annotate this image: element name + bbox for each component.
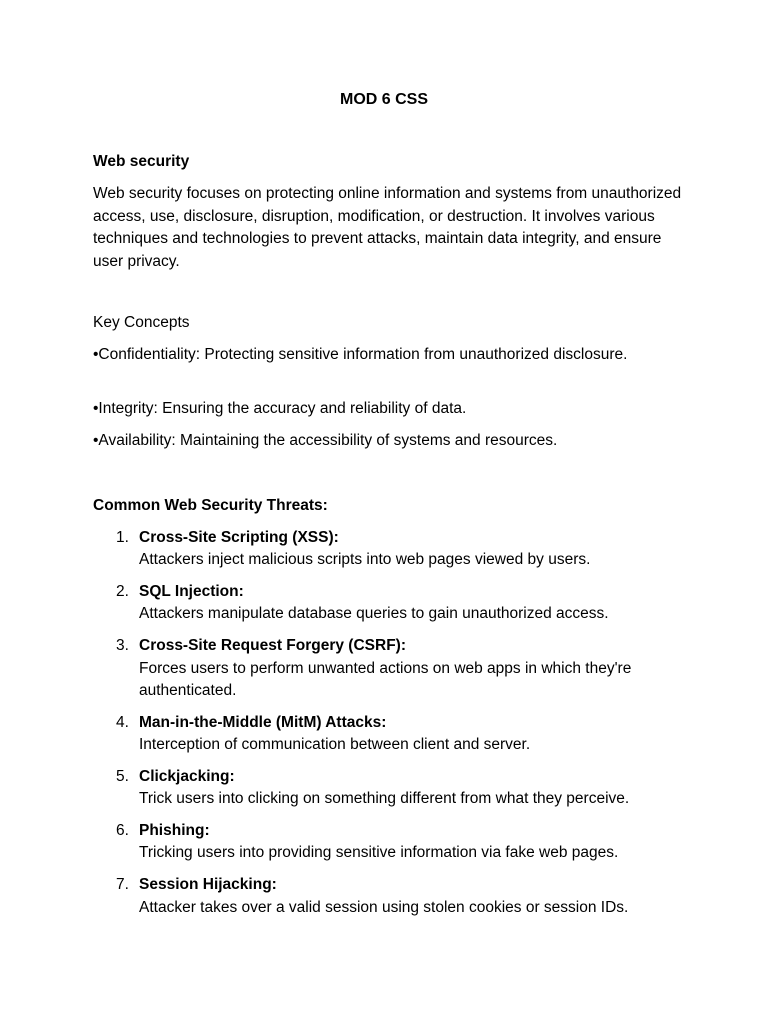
threat-number: 3. — [116, 637, 129, 655]
threat-number: 6. — [116, 822, 129, 840]
key-concepts-heading: Key Concepts — [93, 314, 190, 331]
threat-number: 4. — [116, 713, 129, 731]
threat-item-csrf — [93, 635, 693, 702]
threats-list — [93, 527, 693, 929]
threat-name: Clickjacking: — [139, 768, 235, 786]
threat-number: 2. — [116, 583, 129, 601]
web-security-paragraph: Web security focuses on protecting online information and systems from unauthorized access, use, disclosure, disruption, modification, or destruction. It involves various techniques and technologies to prevent attacks, maintain data integrity, and ensure user privacy. — [93, 185, 682, 270]
threats-heading: Common Web Security Threats: — [93, 497, 328, 514]
threat-description: Attacker takes over a valid session using stolen cookies or session IDs. — [139, 898, 629, 916]
threat-description: Interception of communication between client and server. — [139, 736, 531, 754]
threat-item-clickjacking — [93, 766, 693, 810]
threat-number: 5. — [116, 768, 129, 786]
threat-item-phishing — [93, 820, 693, 864]
threat-name: SQL Injection: — [139, 583, 244, 601]
threat-name: Cross-Site Scripting (XSS): — [139, 529, 339, 546]
threat-description: Attackers inject malicious scripts into web pages viewed by users. — [139, 551, 591, 569]
threat-number: 7. — [116, 876, 129, 894]
key-concept-availability: •Availability: Maintaining the accessibility of systems and resources. — [93, 432, 558, 449]
threat-item-sql-injection — [93, 581, 693, 625]
document-title: MOD 6 CSS — [339, 91, 428, 108]
threat-name: Session Hijacking: — [139, 876, 277, 894]
key-concept-integrity: •Integrity: Ensuring the accuracy and reliability of data. — [93, 400, 467, 417]
threat-item-mitm — [93, 712, 693, 756]
threat-description: Trick users into clicking on something different from what they perceive. — [139, 790, 630, 808]
threat-name: Phishing: — [139, 822, 210, 840]
threat-description: Forces users to perform unwanted actions on web apps in which they're authenticated. — [139, 659, 632, 699]
threat-name: Cross-Site Request Forgery (CSRF): — [139, 637, 406, 655]
threat-description: Attackers manipulate database queries to gain unauthorized access. — [139, 605, 609, 623]
key-concept-confidentiality: •Confidentiality: Protecting sensitive information from unauthorized disclosure. — [93, 346, 628, 363]
threat-item-session-hijacking — [93, 874, 693, 918]
web-security-heading: Web security — [93, 153, 190, 170]
threat-number: 1. — [116, 529, 129, 546]
threat-description: Tricking users into providing sensitive information via fake web pages. — [139, 844, 619, 862]
threat-name: Man-in-the-Middle (MitM) Attacks: — [139, 713, 387, 731]
threat-item-xss — [93, 527, 693, 571]
